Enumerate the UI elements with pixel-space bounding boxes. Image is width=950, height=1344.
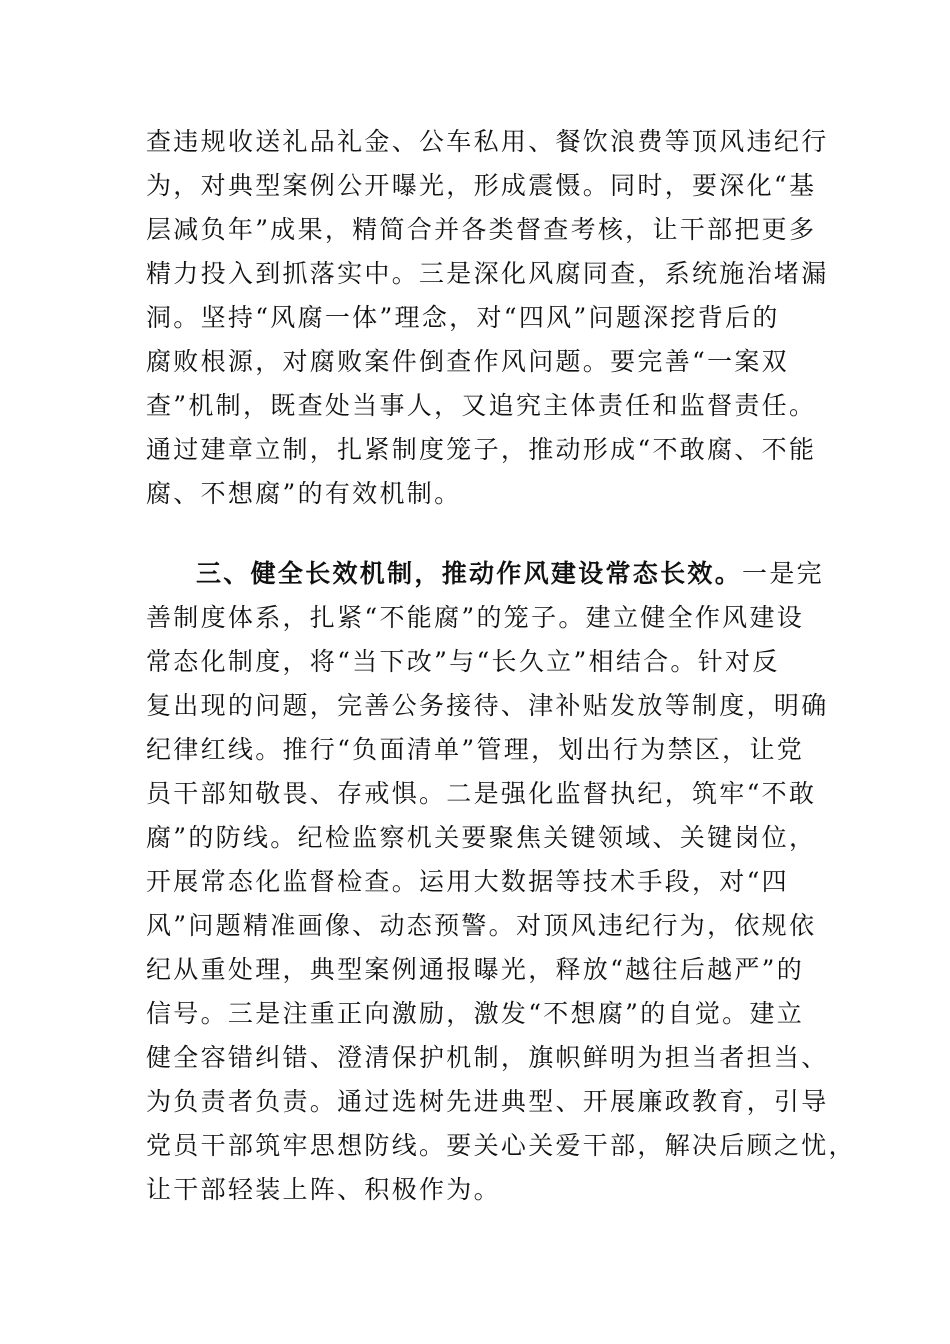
paragraph-line: 纪律红线。推行“负面清单”管理，划出行为禁区，让党 xyxy=(146,735,805,764)
paragraph-line: 健全容错纠错、澄清保护机制，旗帜鲜明为担当者担当、 xyxy=(146,1043,829,1072)
paragraph-line: 善制度体系，扎紧“不能腐”的笼子。建立健全作风建设 xyxy=(146,603,805,632)
paragraph-line: 信号。三是注重正向激励，激发“不想腐”的自觉。建立 xyxy=(146,999,805,1028)
paragraph-line: 党员干部筑牢思想防线。要关心关爱干部，解决后顾之忧， xyxy=(146,1131,856,1160)
paragraph-line: 常态化制度，将“当下改”与“长久立”相结合。针对反 xyxy=(146,647,780,676)
paragraph-line: 纪从重处理，典型案例通报曝光，释放“越往后越严”的 xyxy=(146,955,805,984)
section-heading: 三、健全长效机制，推动作风建设常态长效。 xyxy=(196,559,743,588)
paragraph-line: 层减负年”成果，精简合并各类督查考核，让干部把更多 xyxy=(146,215,817,244)
paragraph-line: 查违规收送礼品礼金、公车私用、餐饮浪费等顶风违纪行 xyxy=(146,127,829,156)
paragraph-line: 为负责者负责。通过选树先进典型、开展廉政教育，引导 xyxy=(146,1087,829,1116)
paragraph-line: 腐”的防线。纪检监察机关要聚焦关键领域、关键岗位， xyxy=(146,823,817,852)
section-heading-continuation: 一是完 xyxy=(742,559,824,588)
paragraph-line: 员干部知敬畏、存戒惧。二是强化监督执纪，筑牢“不敢 xyxy=(146,779,817,808)
paragraph-line: 开展常态化监督检查。运用大数据等技术手段，对“四 xyxy=(146,867,789,896)
paragraph-line: 让干部轻装上阵、积极作为。 xyxy=(146,1175,501,1204)
paragraph-line: 为，对典型案例公开曝光，形成震慑。同时，要深化“基 xyxy=(146,171,817,200)
paragraph-line: 通过建章立制，扎紧制度笼子，推动形成“不敢腐、不能 xyxy=(146,435,817,464)
paragraph-line: 查”机制，既查处当事人，又追究主体责任和监督责任。 xyxy=(146,391,817,420)
paragraph-line: 风”问题精准画像、动态预警。对顶风违纪行为，依规依 xyxy=(146,911,817,940)
paragraph-line: 精力投入到抓落实中。三是深化风腐同查，系统施治堵漏 xyxy=(146,259,829,288)
section-first-line xyxy=(196,554,824,594)
paragraph-line: 腐、不想腐”的有效机制。 xyxy=(146,479,462,508)
paragraph-line: 腐败根源，对腐败案件倒查作风问题。要完善“一案双 xyxy=(146,347,789,376)
paragraph-line: 洞。坚持“风腐一体”理念，对“四风”问题深挖背后的 xyxy=(146,303,780,332)
paragraph-line: 复出现的问题，完善公务接待、津补贴发放等制度，明确 xyxy=(146,691,829,720)
